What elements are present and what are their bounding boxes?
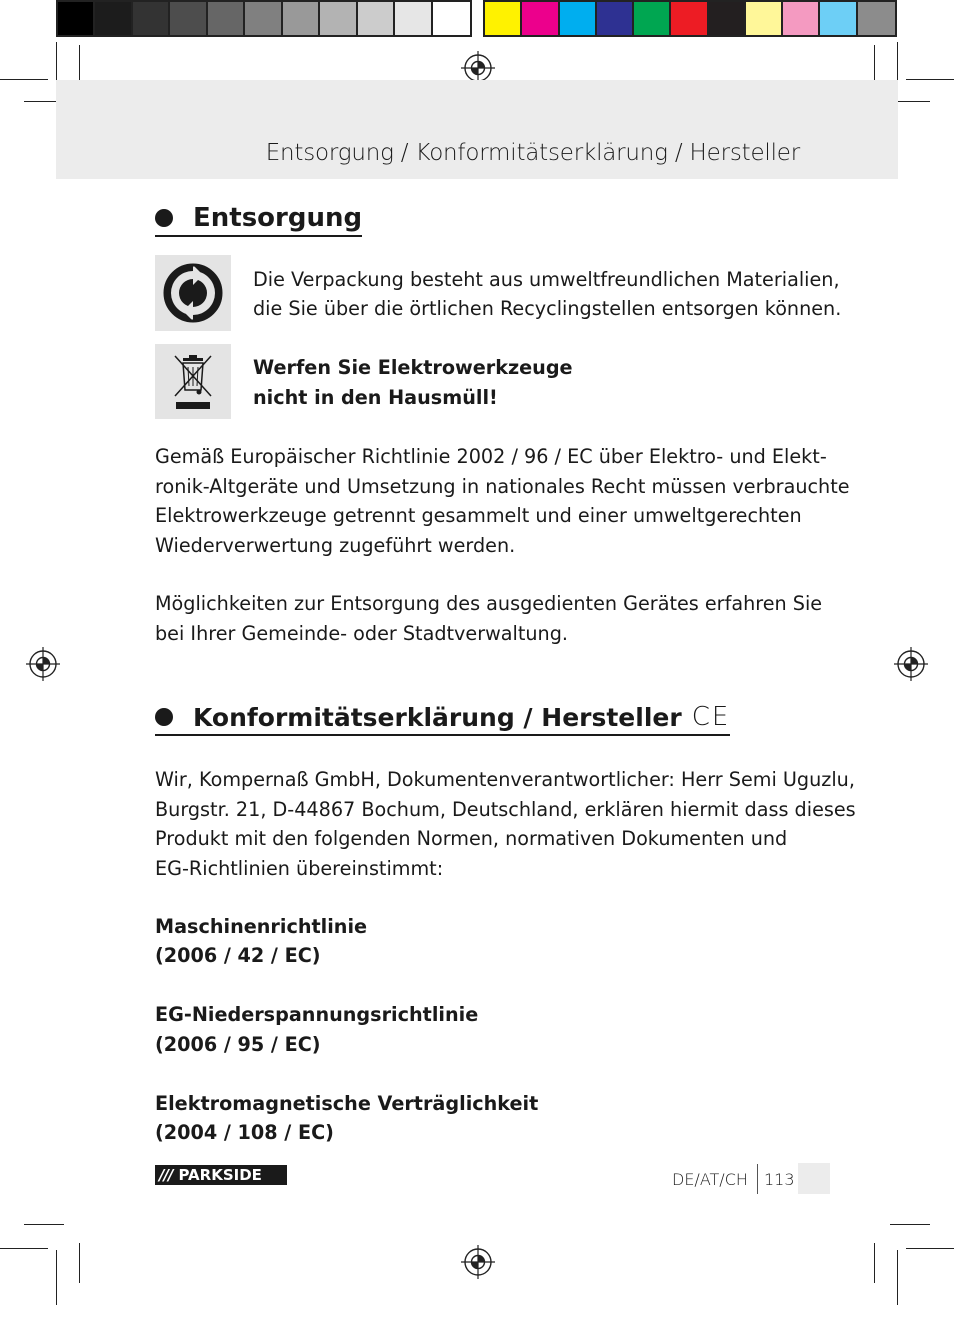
weee-box [155, 344, 231, 419]
color-swatch [746, 2, 783, 35]
crop-mark [906, 79, 954, 80]
registration-mark-icon [26, 647, 60, 681]
directive-text-line: ronik-Altgeräte und Umsetzung in nationales Recht müssen verbrauchte [155, 475, 850, 498]
color-swatch [170, 2, 207, 35]
directive-name: Elektromagnetische Verträglichkeit [155, 1092, 539, 1115]
brand-logo [155, 1165, 287, 1185]
color-swatch [783, 2, 820, 35]
color-swatch [820, 2, 857, 35]
green-dot-recycling-icon [163, 263, 223, 323]
directive-code: (2006 / 95 / EC) [155, 1033, 321, 1056]
warning-text-line: nicht in den Hausmüll! [253, 386, 498, 409]
registration-mark-icon [894, 647, 928, 681]
footer-divider [757, 1164, 758, 1194]
color-swatch [560, 2, 597, 35]
crossed-out-wheelie-bin-icon [171, 352, 215, 412]
directive-text-line: Gemäß Europäischer Richtlinie 2002 / 96 / EC über Elektro- und Elekt- [155, 445, 827, 468]
color-swatch [58, 2, 95, 35]
intro-text-line: EG-Richtlinien übereinstimmt: [155, 857, 444, 880]
crop-mark [0, 79, 48, 80]
color-swatch [433, 2, 470, 35]
crop-mark [906, 1248, 954, 1249]
intro-text-line: Wir, Kompernaß GmbH, Dokumentenverantwortlicher: Herr Semi Uguzlu, [155, 768, 855, 791]
process-color-calibration-bar [483, 0, 897, 37]
crop-mark [0, 1248, 48, 1249]
green-dot-box [155, 255, 231, 331]
page-number: 113 [764, 1170, 795, 1189]
color-swatch [320, 2, 357, 35]
options-text-line: bei Ihrer Gemeinde- oder Stadtverwaltung. [155, 622, 568, 645]
crop-mark [56, 1250, 57, 1305]
crop-mark [874, 1243, 875, 1283]
intro-text-line: Produkt mit den folgenden Normen, normativen Dokumenten und [155, 827, 788, 850]
directive-name: Maschinenrichtlinie [155, 915, 368, 938]
page-title: Entsorgung / Konformitätserklärung / Hersteller [265, 140, 800, 166]
color-swatch [634, 2, 671, 35]
color-swatch [208, 2, 245, 35]
grayscale-calibration-bar [56, 0, 472, 37]
color-swatch [858, 2, 895, 35]
color-swatch [522, 2, 559, 35]
color-swatch [133, 2, 170, 35]
crop-mark [56, 42, 57, 82]
crop-mark [890, 1224, 930, 1225]
section-heading-conformity [155, 702, 730, 736]
footer-region: DE/AT/CH [672, 1170, 748, 1189]
packaging-text-line: die Sie über die örtlichen Recyclingstellen entsorgen können. [253, 297, 842, 320]
directive-text-line: Elektrowerkzeuge getrennt gesammelt und einer umweltgerechten [155, 504, 802, 527]
footer-tab [798, 1163, 830, 1194]
crop-mark [79, 1243, 80, 1283]
directive-name: EG-Niederspannungsrichtlinie [155, 1003, 479, 1026]
bullet-icon [155, 209, 173, 227]
brand-logo-text: PARKSIDE [178, 1166, 262, 1184]
brand-logo-slashes: /// [159, 1166, 173, 1184]
section-heading-disposal [155, 203, 362, 237]
section-heading-label: Konformitätserklärung / Hersteller [193, 702, 682, 732]
warning-text-line: Werfen Sie Elektrowerkzeuge [253, 356, 573, 379]
color-swatch [709, 2, 746, 35]
registration-mark-icon [461, 1245, 495, 1279]
crop-mark [24, 1224, 64, 1225]
color-swatch [671, 2, 708, 35]
color-swatch [358, 2, 395, 35]
directive-code: (2006 / 42 / EC) [155, 944, 321, 967]
color-swatch [95, 2, 132, 35]
crop-mark [897, 1250, 898, 1305]
intro-text-line: Burgstr. 21, D-44867 Bochum, Deutschland, erklären hiermit dass dieses [155, 798, 856, 821]
ce-mark-icon: CE [691, 702, 731, 732]
crop-mark [897, 42, 898, 82]
color-swatch [395, 2, 432, 35]
section-heading-label: Entsorgung [193, 203, 363, 233]
packaging-text-line: Die Verpackung besteht aus umweltfreundlichen Materialien, [253, 268, 840, 291]
color-swatch [597, 2, 634, 35]
directive-text-line: Wiederverwertung zugeführt werden. [155, 534, 516, 557]
color-swatch [283, 2, 320, 35]
directive-code: (2004 / 108 / EC) [155, 1121, 334, 1144]
options-text-line: Möglichkeiten zur Entsorgung des ausgedienten Gerätes erfahren Sie [155, 592, 823, 615]
color-swatch [245, 2, 282, 35]
bullet-icon [155, 708, 173, 726]
color-swatch [485, 2, 522, 35]
